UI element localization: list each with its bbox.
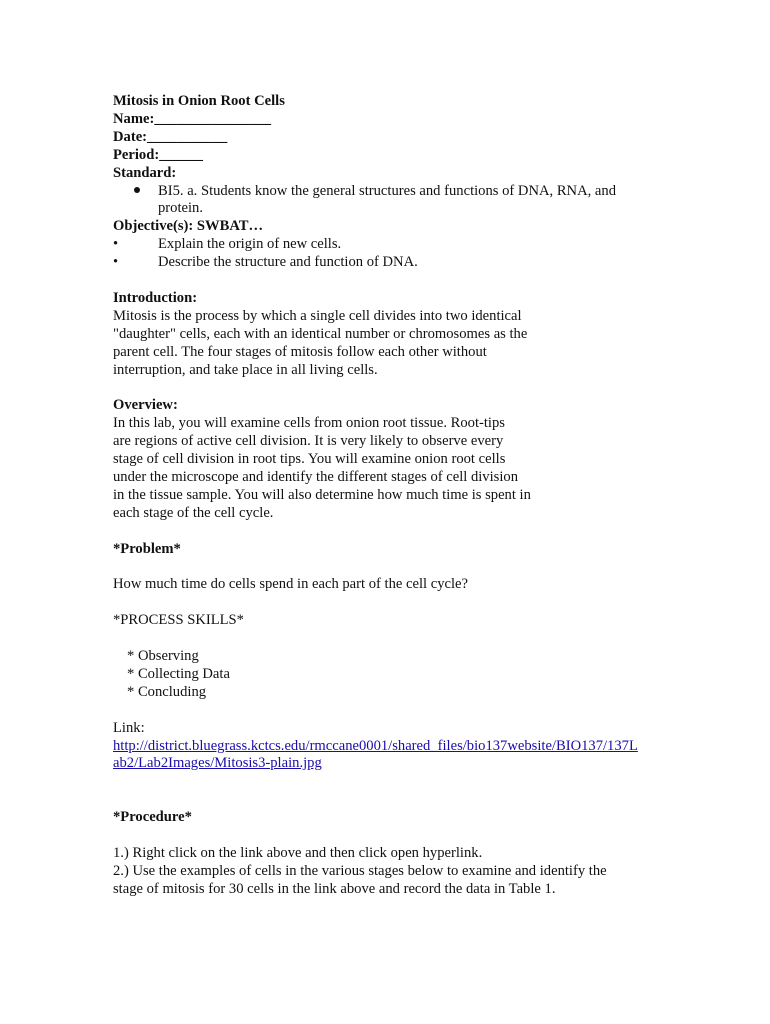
procedure-step: 2.) Use the examples of cells in the various stages below to examine and identify the [113, 862, 607, 879]
hyperlink-line-2: ab2/Lab2Images/Mitosis3-plain.jpg [113, 755, 322, 772]
overview-line: stage of cell division in root tips. You will examine onion root cells [113, 451, 506, 468]
process-skill-item: * Concluding [127, 683, 207, 700]
overview-line: under the microscope and identify the different stages of cell division [113, 469, 518, 485]
date-field: Date:___________ [113, 128, 228, 145]
objective-bullet: • [113, 254, 119, 271]
objective-item [113, 254, 713, 272]
link-label: Link: [113, 719, 145, 736]
procedure-step: stage of mitosis for 30 cells in the link above and record the data in Table 1. [113, 880, 556, 897]
standard-heading: Standard: [113, 164, 177, 181]
overview-line: each stage of the cell cycle. [113, 504, 274, 521]
introduction-line: parent cell. The four stages of mitosis follow each other without [113, 343, 487, 360]
name-field: Name:________________ [113, 110, 272, 127]
problem-question: How much time do cells spend in each part of the cell cycle? [113, 576, 468, 593]
overview-line: are regions of active cell division. It is very likely to observe every [113, 433, 504, 450]
objectives-heading: Objective(s): SWBAT… [113, 218, 264, 235]
document-title: Mitosis in Onion Root Cells [113, 93, 285, 109]
objective-bullet: • [113, 236, 119, 253]
objective-text: Describe the structure and function of DNA. [158, 254, 418, 271]
process-skills-heading: *PROCESS SKILLS* [113, 612, 244, 629]
standard-item [113, 183, 713, 219]
introduction-line: Mitosis is the process by which a single cell divides into two identical [113, 307, 522, 324]
overview-line: in the tissue sample. You will also determine how much time is spent in [113, 486, 531, 503]
document-page [113, 93, 713, 899]
introduction-heading: Introduction: [113, 289, 198, 306]
problem-heading: *Problem* [113, 540, 181, 557]
introduction-line: "daughter" cells, each with an identical number or chromosomes as the [113, 325, 528, 342]
process-skill-item: * Collecting Data [127, 665, 230, 682]
standard-item-text: BI5. a. Students know the general structures and functions of DNA, RNA, and protein. [158, 182, 616, 217]
overview-heading: Overview: [113, 397, 178, 414]
introduction-line: interruption, and take place in all living cells. [113, 361, 378, 378]
image-hyperlink[interactable] [113, 738, 673, 774]
overview-line: In this lab, you will examine cells from onion root tissue. Root-tips [113, 415, 505, 432]
procedure-heading: *Procedure* [113, 809, 192, 826]
objective-text: Explain the origin of new cells. [158, 236, 342, 253]
process-skill-item: * Observing [127, 648, 199, 664]
hyperlink-line-1: http://district.bluegrass.kctcs.edu/rmccane0001/shared_files/bio137website/BIO137/137L [113, 737, 638, 754]
procedure-step: 1.) Right click on the link above and then click open hyperlink. [113, 844, 483, 861]
bullet-dot-icon [113, 183, 158, 219]
period-field: Period:______ [113, 146, 203, 163]
objective-item [113, 236, 713, 254]
